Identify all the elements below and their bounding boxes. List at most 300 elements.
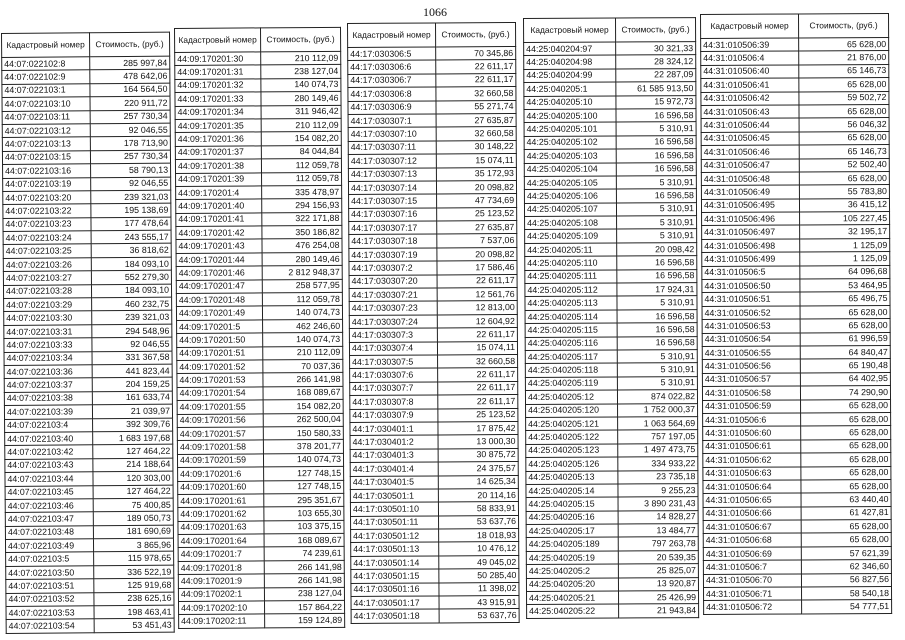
cost-cell: 65 628,00: [799, 131, 889, 145]
cadastral-number-cell: 44:31:010506:499: [702, 252, 800, 266]
cost-cell: 7 537,06: [437, 234, 517, 248]
table-row: [175, 118, 341, 133]
table-row: [525, 283, 697, 297]
table-row: [2, 123, 170, 138]
table-row: [177, 399, 343, 414]
table-row: [176, 199, 342, 214]
table-row: [703, 479, 891, 493]
cost-cell: 53 637,76: [439, 609, 519, 623]
cost-cell: 92 046,55: [92, 337, 172, 351]
table-row: [350, 488, 518, 502]
table-row: [5, 498, 173, 513]
cost-cell: 74 239,61: [264, 547, 344, 561]
cadastral-number-cell: 44:31:010506:53: [702, 319, 800, 333]
cadastral-table-5: [700, 13, 892, 615]
table-row: [703, 412, 891, 426]
table-row: [526, 524, 698, 538]
cost-cell: 64 402,95: [800, 372, 890, 386]
cadastral-number-cell: 44:31:010506:69: [703, 547, 801, 561]
cost-cell: 13 000,30: [438, 435, 518, 449]
table-row: [178, 560, 344, 575]
table-row: [3, 217, 171, 232]
cadastral-number-cell: 44:09:170201:36: [175, 132, 261, 146]
header-cadastral-number: Кадастровый номер: [175, 28, 261, 53]
cadastral-number-cell: 44:17:030307:6: [350, 368, 438, 382]
cadastral-number-cell: 44:07:022103:47: [5, 512, 93, 526]
cadastral-number-cell: 44:25:040205:11: [525, 243, 617, 257]
cost-cell: 11 398,02: [439, 582, 519, 596]
cost-cell: 257 730,34: [90, 110, 170, 124]
table-row: [348, 167, 516, 181]
cost-cell: 22 287,09: [616, 68, 696, 82]
cost-cell: 53 637,76: [439, 515, 519, 529]
cost-cell: 9 255,23: [618, 483, 698, 497]
table-row: [526, 510, 698, 524]
cadastral-number-cell: 44:25:040205:19: [526, 551, 618, 565]
cost-cell: 1 497 473,75: [618, 443, 698, 457]
cadastral-number-cell: 44:07:022103:54: [6, 619, 94, 633]
table-row: [702, 319, 890, 333]
table-row: [5, 431, 173, 446]
cost-cell: 757 197,05: [618, 430, 698, 444]
cadastral-number-cell: 44:07:022103:40: [5, 432, 93, 446]
table-row: [4, 351, 172, 366]
cost-cell: 257 730,34: [90, 150, 170, 164]
cost-cell: 30 875,72: [438, 448, 518, 462]
cadastral-number-cell: 44:31:010506:51: [702, 292, 800, 306]
cost-cell: 35 172,93: [436, 167, 516, 181]
cost-cell: 52 502,40: [799, 158, 889, 172]
cadastral-number-cell: 44:09:170201:60: [178, 480, 264, 494]
table-row: [2, 56, 170, 71]
cadastral-number-cell: 44:09:170201:7: [178, 547, 264, 561]
cadastral-number-cell: 44:25:040205:21: [527, 591, 619, 605]
cost-cell: 16 596,58: [617, 269, 697, 283]
table-row: [524, 162, 696, 176]
cost-cell: 25 123,52: [437, 207, 517, 221]
cost-cell: 168 089,67: [263, 386, 343, 400]
cadastral-number-cell: 44:31:010506:496: [702, 212, 800, 226]
table-row: [178, 587, 344, 602]
cadastral-number-cell: 44:07:022103:15: [2, 151, 90, 165]
cadastral-number-cell: 44:09:170201:39: [176, 172, 262, 186]
cost-cell: 92 046,55: [91, 177, 171, 191]
cost-cell: 65 628,00: [800, 305, 890, 319]
cadastral-number-cell: 44:25:040205:117: [525, 350, 617, 364]
table-row: [177, 359, 343, 374]
cadastral-number-cell: 44:25:040205:106: [524, 189, 616, 203]
cost-cell: 84 044,84: [261, 145, 341, 159]
cost-cell: 22 611,17: [436, 73, 516, 87]
cadastral-number-cell: 44:31:010506:62: [703, 453, 801, 467]
cost-cell: 181 690,69: [93, 525, 173, 539]
table-row: [701, 38, 889, 52]
table-row: [178, 493, 344, 508]
table-row: [525, 323, 697, 337]
table-row: [175, 105, 341, 120]
cadastral-number-cell: 44:25:040205:118: [525, 363, 617, 377]
cost-cell: 65 628,00: [801, 453, 891, 467]
cost-cell: 36 818,62: [91, 244, 171, 258]
table-row: [702, 359, 890, 373]
table-row: [350, 502, 518, 516]
cadastral-table-4: [523, 17, 699, 619]
cost-cell: 1 063 564,69: [618, 417, 698, 431]
table-row: [526, 430, 698, 444]
cadastral-number-cell: 44:31:010506:67: [703, 520, 801, 534]
cadastral-number-cell: 44:07:022103:26: [3, 258, 91, 272]
table-row: [176, 279, 342, 294]
cadastral-number-cell: 44:17:030401:1: [350, 422, 438, 436]
cost-cell: 20 098,82: [437, 247, 517, 261]
table-row: [178, 520, 344, 535]
table-row: [4, 404, 172, 419]
table-row: [703, 506, 891, 520]
table-row: [175, 51, 341, 66]
cadastral-number-cell: 44:07:022103:4: [5, 418, 93, 432]
table-row: [702, 386, 890, 400]
table-row: [351, 582, 519, 596]
cadastral-number-cell: 44:17:030307:15: [349, 194, 437, 208]
cadastral-number-cell: 44:09:170201:44: [176, 253, 262, 267]
cost-cell: 294 156,93: [262, 199, 342, 213]
cadastral-number-cell: 44:25:040205:108: [525, 216, 617, 230]
cost-cell: 36 415,12: [799, 198, 889, 212]
cadastral-number-cell: 44:31:010506:63: [703, 466, 801, 480]
table-row: [3, 203, 171, 218]
cadastral-number-cell: 44:25:040205:111: [525, 270, 617, 284]
cadastral-number-cell: 44:17:030307:11: [348, 141, 436, 155]
table-row: [526, 457, 698, 471]
cost-cell: 21 876,00: [799, 51, 889, 65]
table-row: [703, 439, 891, 453]
cost-cell: 350 186,82: [262, 225, 342, 239]
cost-cell: 478 642,06: [90, 70, 170, 84]
table-row: [703, 426, 891, 440]
cadastral-number-cell: 44:09:170201:63: [178, 521, 264, 535]
cadastral-number-cell: 44:17:030501:17: [351, 596, 439, 610]
cost-cell: 154 082,20: [261, 132, 341, 146]
cost-cell: 65 190,48: [800, 359, 890, 373]
cost-cell: 127 464,22: [93, 444, 173, 458]
cost-cell: 239 321,03: [92, 311, 172, 325]
table-row: [704, 600, 892, 614]
cost-cell: 2 812 948,37: [262, 266, 342, 280]
table-row: [6, 619, 174, 634]
cadastral-number-cell: 44:17:030401:3: [350, 449, 438, 463]
table-row: [701, 171, 889, 185]
cadastral-number-cell: 44:31:010506:70: [703, 574, 801, 588]
table-row: [179, 614, 345, 629]
cadastral-number-cell: 44:17:030306:7: [348, 74, 436, 88]
table-row: [351, 542, 519, 556]
cost-cell: 64 840,47: [800, 345, 890, 359]
table-row: [6, 552, 174, 567]
cadastral-number-cell: 44:25:040205:104: [524, 163, 616, 177]
table-row: [524, 95, 696, 109]
table-row: [349, 301, 517, 315]
cost-cell: 258 577,95: [262, 279, 342, 293]
cadastral-number-cell: 44:25:040205:103: [524, 149, 616, 163]
cadastral-number-cell: 44:09:170201:55: [177, 400, 263, 414]
cost-cell: 16 596,58: [617, 256, 697, 270]
cost-cell: 243 555,17: [91, 230, 171, 244]
table-row: [701, 78, 889, 92]
cadastral-number-cell: 44:25:040205:114: [525, 310, 617, 324]
cadastral-number-cell: 44:17:030306:5: [348, 47, 436, 61]
table-row: [349, 261, 517, 275]
table-row: [703, 560, 891, 574]
cost-cell: 335 478,97: [262, 185, 342, 199]
cadastral-number-cell: 44:09:170201:62: [178, 507, 264, 521]
cadastral-number-cell: 44:07:022103:27: [3, 271, 91, 285]
cost-cell: 13 920,87: [618, 577, 698, 591]
cadastral-number-cell: 44:07:022103:45: [5, 485, 93, 499]
cadastral-table-2: [174, 27, 345, 629]
cost-cell: 5 310,91: [617, 229, 697, 243]
cost-cell: 159 124,89: [265, 614, 345, 628]
cadastral-number-cell: 44:31:010506:497: [702, 225, 800, 239]
cost-cell: 334 933,22: [618, 457, 698, 471]
table-row: [703, 546, 891, 560]
cost-cell: 112 059,78: [262, 292, 342, 306]
cadastral-number-cell: 44:09:170201:40: [176, 199, 262, 213]
cadastral-number-cell: 44:25:040205:121: [526, 417, 618, 431]
table-row: [701, 145, 889, 159]
table-row: [6, 592, 174, 607]
table-row: [5, 418, 173, 433]
cadastral-number-cell: 44:17:030501:13: [351, 542, 439, 556]
cadastral-number-cell: 44:07:022103:53: [6, 606, 94, 620]
cost-cell: 28 324,12: [616, 55, 696, 69]
table-row: [5, 444, 173, 459]
table-row: [178, 533, 344, 548]
table-row: [702, 238, 890, 252]
cadastral-number-cell: 44:31:010506:71: [704, 587, 802, 601]
cadastral-number-cell: 44:25:040205:14: [526, 484, 618, 498]
cost-cell: 21 039,97: [92, 404, 172, 418]
table-row: [526, 537, 698, 551]
cadastral-number-cell: 44:09:170201:47: [176, 280, 262, 294]
cost-cell: 280 149,46: [261, 92, 341, 106]
cost-cell: 14 625,34: [438, 475, 518, 489]
table-row: [2, 110, 170, 125]
cost-cell: 23 735,18: [618, 470, 698, 484]
cadastral-number-cell: 44:07:022103:36: [4, 365, 92, 379]
table-row: [701, 91, 889, 105]
cost-cell: 204 159,25: [92, 378, 172, 392]
table-row: [701, 185, 889, 199]
table-row: [2, 96, 170, 111]
cost-cell: 5 310,91: [617, 216, 697, 230]
table-row: [526, 470, 698, 484]
cost-cell: 65 146,73: [799, 145, 889, 159]
table-row: [703, 533, 891, 547]
cadastral-number-cell: 44:17:030307:24: [349, 315, 437, 329]
cost-cell: 30 148,22: [436, 140, 516, 154]
cadastral-number-cell: 44:17:030307:21: [349, 288, 437, 302]
table-row: [176, 239, 342, 254]
cost-cell: 103 655,30: [264, 507, 344, 521]
cost-cell: 55 783,80: [799, 185, 889, 199]
cost-cell: 220 911,72: [90, 96, 170, 110]
header-cadastral-number: Кадастровый номер: [348, 23, 436, 48]
cadastral-number-cell: 44:17:030306:8: [348, 87, 436, 101]
table-row: [351, 609, 519, 623]
cost-cell: 64 096,68: [800, 265, 890, 279]
cadastral-number-cell: 44:09:170201:50: [177, 333, 263, 347]
cost-cell: 30 321,33: [616, 42, 696, 56]
table-row: [350, 381, 518, 395]
cadastral-number-cell: 44:17:030501:15: [351, 569, 439, 583]
cadastral-number-cell: 44:07:022103:34: [4, 351, 92, 365]
cadastral-number-cell: 44:31:010506:5: [702, 266, 800, 280]
cost-cell: 53 451,43: [94, 619, 174, 633]
table-row: [349, 234, 517, 248]
cadastral-number-cell: 44:17:030306:6: [348, 60, 436, 74]
cost-cell: 65 628,00: [801, 520, 891, 534]
cadastral-table-1: [1, 32, 175, 634]
cost-cell: 5 310,91: [617, 363, 697, 377]
cadastral-number-cell: 44:25:040205:101: [524, 122, 616, 136]
cost-cell: 164 564,50: [90, 83, 170, 97]
cadastral-number-cell: 44:09:170202:10: [179, 601, 265, 615]
cost-cell: 15 074,11: [437, 341, 517, 355]
cost-cell: 105 227,45: [800, 212, 890, 226]
table-row: [177, 453, 343, 468]
cost-cell: 63 440,40: [801, 493, 891, 507]
cost-cell: 12 813,00: [437, 301, 517, 315]
header-cost: Стоимость, (руб.): [90, 32, 170, 57]
cadastral-number-cell: 44:07:022103:13: [2, 137, 90, 151]
cadastral-number-cell: 44:31:010506:50: [702, 279, 800, 293]
cadastral-number-cell: 44:09:170201:8: [178, 561, 264, 575]
table-row: [177, 413, 343, 428]
table-row: [3, 257, 171, 272]
table-row: [3, 244, 171, 259]
table-row: [525, 350, 697, 364]
cadastral-number-cell: 44:31:010506:68: [703, 533, 801, 547]
cost-cell: 61 585 913,50: [616, 82, 696, 96]
cadastral-number-cell: 44:31:010506:59: [703, 400, 801, 414]
cost-cell: 59 502,72: [799, 91, 889, 105]
cost-cell: 195 138,69: [91, 203, 171, 217]
table-row: [703, 453, 891, 467]
table-row: [525, 309, 697, 323]
cadastral-number-cell: 44:31:010506:44: [701, 118, 799, 132]
table-row: [702, 225, 890, 239]
cost-cell: 22 611,17: [438, 368, 518, 382]
cost-cell: 103 375,15: [264, 520, 344, 534]
table-row: [177, 440, 343, 455]
cost-cell: 184 093,10: [91, 257, 171, 271]
table-row: [524, 176, 696, 190]
table-row: [526, 443, 698, 457]
cadastral-number-cell: 44:17:030307:12: [348, 154, 436, 168]
cadastral-number-cell: 44:07:022103:43: [5, 459, 93, 473]
cost-cell: 24 375,57: [438, 462, 518, 476]
table-row: [348, 140, 516, 154]
table-row: [5, 511, 173, 526]
cost-cell: 92 046,55: [90, 123, 170, 137]
cost-cell: 154 082,20: [263, 399, 343, 413]
cost-cell: 47 734,69: [437, 194, 517, 208]
table-row: [2, 83, 170, 98]
cadastral-number-cell: 44:25:040205:20: [526, 578, 618, 592]
cost-cell: 214 188,64: [93, 458, 173, 472]
table-row: [525, 390, 697, 404]
cost-cell: 266 141,98: [263, 373, 343, 387]
cadastral-number-cell: 44:25:040205:105: [524, 176, 616, 190]
table-row: [3, 284, 171, 299]
cost-cell: 5 310,91: [616, 202, 696, 216]
cadastral-number-cell: 44:31:010506:6: [703, 413, 801, 427]
table-row: [177, 373, 343, 388]
cadastral-number-cell: 44:09:170201:61: [178, 494, 264, 508]
cost-cell: 150 580,33: [263, 426, 343, 440]
header-cost: Стоимость, (руб.): [261, 27, 341, 52]
table-row: [524, 82, 696, 96]
table-row: [702, 372, 890, 386]
cadastral-number-cell: 44:17:030501:14: [351, 556, 439, 570]
table-row: [175, 65, 341, 80]
cost-cell: 65 628,00: [801, 533, 891, 547]
cost-cell: 210 112,09: [261, 51, 341, 65]
cost-cell: 178 713,90: [90, 137, 170, 151]
cost-cell: 65 628,00: [801, 399, 891, 413]
table-row: [526, 403, 698, 417]
table-row: [6, 565, 174, 580]
cadastral-number-cell: 44:09:170201:64: [178, 534, 264, 548]
cadastral-number-cell: 44:09:170201:34: [175, 105, 261, 119]
cadastral-number-cell: 44:09:170201:42: [176, 226, 262, 240]
cadastral-number-cell: 44:25:040205:112: [525, 283, 617, 297]
table-row: [702, 212, 890, 226]
table-row: [702, 292, 890, 306]
cost-cell: 53 464,95: [800, 279, 890, 293]
table-row: [525, 336, 697, 350]
cost-cell: 5 310,91: [617, 350, 697, 364]
cadastral-number-cell: 44:17:030501:10: [350, 502, 438, 516]
table-row: [524, 189, 696, 203]
cadastral-number-cell: 44:17:030307:3: [349, 328, 437, 342]
table-row: [178, 547, 344, 562]
cost-cell: 295 351,67: [264, 493, 344, 507]
cost-cell: 56 827,56: [801, 573, 891, 587]
cadastral-number-cell: 44:07:022103:30: [4, 311, 92, 325]
cadastral-number-cell: 44:25:040205:2: [526, 564, 618, 578]
cost-cell: 57 621,39: [801, 546, 891, 560]
cadastral-number-cell: 44:09:170201:33: [175, 92, 261, 106]
table-row: [350, 448, 518, 462]
cost-cell: 16 596,58: [617, 323, 697, 337]
cadastral-number-cell: 44:09:170201:43: [176, 239, 262, 253]
table-row: [3, 230, 171, 245]
cost-cell: 177 478,64: [91, 217, 171, 231]
cadastral-number-cell: 44:17:030306:9: [348, 101, 436, 115]
cost-cell: 127 748,15: [264, 480, 344, 494]
cost-cell: 20 098,42: [617, 242, 697, 256]
cost-cell: 16 596,58: [616, 162, 696, 176]
cost-cell: 25 426,99: [619, 591, 699, 605]
table-row: [176, 212, 342, 227]
table-row: [351, 555, 519, 569]
cost-cell: 127 748,15: [264, 466, 344, 480]
table-row: [177, 333, 343, 348]
table-row: [524, 122, 696, 136]
cadastral-number-cell: 44:09:170201:51: [177, 346, 263, 360]
table-row: [3, 270, 171, 285]
